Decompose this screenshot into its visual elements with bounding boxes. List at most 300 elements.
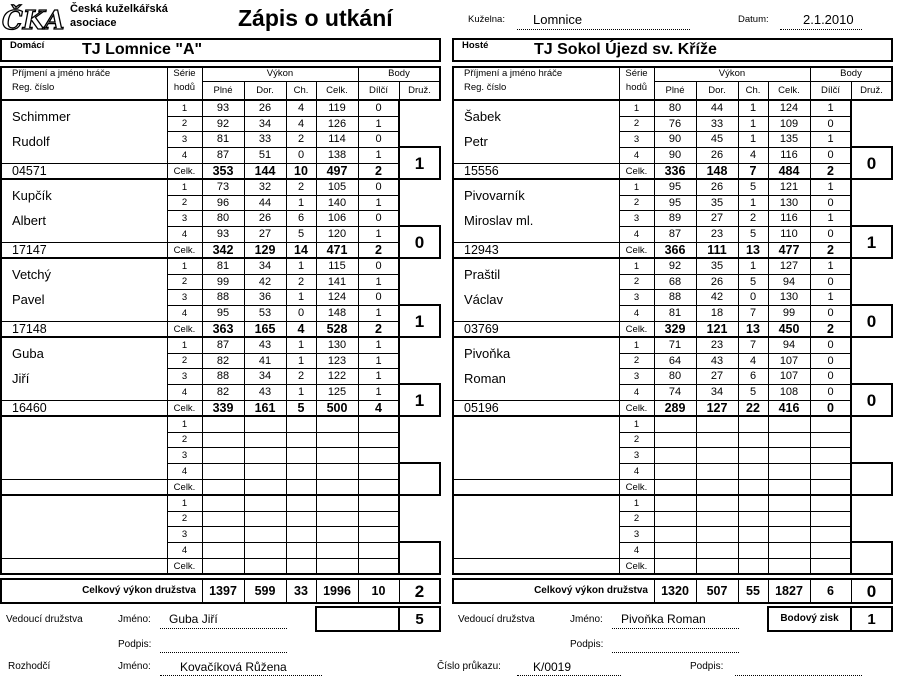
series-number: 1	[633, 102, 640, 114]
clear-cell: 26	[258, 102, 272, 114]
partial-points-cell: 0	[827, 370, 834, 382]
total-cell: 107	[779, 354, 799, 367]
player-reg-number: 17148	[12, 322, 47, 337]
miss-cell: 2	[297, 133, 305, 145]
total-cell: 124	[327, 291, 347, 303]
series-number: 3	[181, 133, 188, 145]
series-number: 2	[633, 118, 640, 130]
clear-cell: 36	[258, 291, 272, 303]
clear-cell: 23	[710, 339, 724, 351]
player-firstname: Albert	[12, 212, 46, 228]
team-miss-cell: 55	[746, 583, 760, 598]
total-cell: 110	[780, 228, 798, 240]
total-cell: 94	[782, 339, 796, 351]
total-cell: 105	[327, 181, 347, 193]
player-miss-cell: 7	[749, 164, 757, 179]
player-partial-points-cell: 2	[827, 243, 834, 258]
miss-column-header: Ch.	[745, 85, 761, 97]
team-role-label: Hosté	[462, 39, 489, 51]
miss-cell: 2	[297, 181, 305, 193]
full-cell: 95	[668, 196, 682, 209]
points-header: Body	[840, 68, 862, 80]
clear-cell: 43	[258, 386, 272, 398]
series-number: Celk.	[173, 165, 196, 177]
clear-cell: 33	[710, 117, 724, 130]
partial-points-cell: 1	[375, 117, 382, 130]
player-team-points: 0	[866, 390, 877, 410]
player-partial-points-cell: 2	[827, 164, 834, 179]
miss-cell: 4	[749, 149, 757, 161]
organization-name: Česká kuželkářská	[70, 3, 168, 15]
partial-points-cell: 1	[827, 291, 834, 303]
full-cell: 99	[216, 275, 230, 288]
player-total-cell: 484	[778, 164, 800, 179]
reg-number-column-label: Reg. číslo	[464, 82, 507, 94]
miss-cell: 1	[297, 260, 305, 272]
partial-points-cell: 1	[375, 339, 382, 351]
series-number: 1	[181, 497, 188, 509]
team-total-cell: 1827	[775, 583, 803, 598]
player-miss-cell: 14	[294, 243, 308, 258]
full-cell: 64	[668, 354, 682, 367]
clear-cell: 34	[258, 117, 272, 130]
full-cell: 73	[216, 181, 230, 193]
player-clear-cell: 121	[706, 322, 728, 337]
total-cell: 130	[779, 196, 799, 209]
series-number: 2	[181, 118, 188, 130]
series-number: 1	[181, 418, 188, 430]
partial-points-cell: 0	[827, 339, 834, 351]
series-number: 4	[181, 228, 188, 240]
partial-points-cell: 1	[375, 149, 382, 161]
points-gain-label: Bodový zisk	[780, 612, 839, 624]
full-cell: 90	[668, 149, 682, 161]
full-cell: 88	[216, 370, 230, 382]
player-clear-cell: 144	[254, 164, 276, 179]
clear-cell: 43	[258, 339, 272, 351]
partial-points-cell: 0	[827, 307, 834, 319]
page-title: Zápis o utkání	[238, 4, 393, 31]
series-number: 3	[633, 528, 640, 540]
player-column-label: Příjmení a jméno hráče	[464, 68, 563, 80]
player-partial-points-cell: 2	[375, 164, 382, 179]
player-surname: Praštil	[464, 266, 501, 282]
partial-points-cell: 1	[375, 228, 382, 240]
player-firstname: Miroslav ml.	[464, 212, 534, 228]
full-cell: 95	[668, 181, 682, 193]
series-number: 4	[181, 544, 188, 556]
series-number: 4	[633, 228, 640, 240]
series-number: Celk.	[625, 323, 648, 335]
full-cell: 88	[668, 291, 682, 303]
total-cell: 106	[327, 212, 347, 224]
player-partial-points-cell: 0	[827, 401, 834, 416]
series-number: 4	[633, 544, 640, 556]
performance-header: Výkon	[718, 68, 746, 80]
partial-points-cell: 0	[827, 149, 834, 161]
series-number: 3	[633, 291, 640, 303]
series-number: 1	[181, 102, 188, 114]
series-number: Celk.	[625, 402, 648, 414]
clear-cell: 42	[710, 291, 724, 303]
series-number: 2	[633, 434, 640, 446]
total-cell: 114	[328, 133, 346, 145]
full-cell: 68	[668, 275, 682, 288]
partial-points-cell: 0	[375, 260, 382, 272]
date-label: Datum:	[738, 14, 769, 26]
player-clear-cell: 161	[254, 401, 276, 416]
full-cell: 93	[216, 228, 230, 240]
series-number: Celk.	[625, 481, 648, 493]
player-reg-number: 03769	[464, 322, 499, 337]
series-number: 4	[633, 149, 640, 161]
series-number: 1	[181, 181, 188, 193]
player-column-label: Příjmení a jméno hráče	[12, 68, 111, 80]
miss-cell: 4	[297, 117, 305, 130]
partial-points-cell: 1	[827, 260, 834, 272]
total-cell: 130	[779, 291, 799, 303]
card-number-line	[517, 675, 621, 676]
miss-cell: 2	[297, 370, 305, 382]
miss-cell: 7	[749, 307, 757, 319]
miss-cell: 7	[749, 339, 757, 351]
clear-cell: 51	[258, 149, 272, 161]
team-total-label: Celkový výkon družstva	[82, 585, 196, 596]
full-cell: 82	[216, 354, 230, 367]
clear-cell: 26	[710, 181, 724, 193]
player-full-cell: 329	[664, 322, 686, 337]
series-number: 4	[181, 307, 188, 319]
player-clear-cell: 127	[706, 401, 728, 416]
miss-cell: 6	[297, 212, 305, 224]
series-number: 3	[181, 370, 188, 382]
series-number: 1	[633, 260, 640, 272]
full-cell: 92	[216, 117, 230, 130]
total-cell: 120	[327, 228, 347, 240]
total-cell: 116	[780, 212, 798, 224]
total-cell: 107	[779, 370, 799, 382]
full-cell: 71	[668, 339, 682, 351]
full-cell: 87	[216, 339, 230, 351]
captain-name-label: Jméno:	[118, 614, 151, 625]
captain-signature-label: Podpis:	[118, 639, 152, 650]
series-number: 1	[181, 260, 188, 272]
player-miss-cell: 13	[746, 243, 760, 258]
points-header: Body	[388, 68, 410, 80]
partial-points-cell: 1	[375, 307, 382, 319]
total-column-header: Celk.	[778, 85, 800, 97]
team-name: TJ Lomnice "A"	[82, 41, 203, 58]
total-cell: 121	[779, 181, 799, 193]
partial-points-cell: 0	[827, 196, 834, 209]
captain-name-line	[612, 628, 739, 629]
venue-value: Lomnice	[533, 11, 583, 27]
player-total-cell: 500	[326, 401, 348, 416]
match-points: 5	[415, 610, 424, 628]
partial-points-cell: 1	[375, 275, 382, 288]
series-number: Celk.	[173, 560, 196, 572]
player-miss-cell: 10	[294, 164, 308, 179]
full-cell: 80	[216, 212, 230, 224]
player-partial-points-cell: 2	[827, 322, 834, 337]
player-clear-cell: 111	[707, 243, 727, 258]
clear-cell: 32	[258, 181, 272, 193]
partial-points-cell: 0	[375, 212, 382, 224]
captain-name-line	[160, 628, 287, 629]
player-firstname: Petr	[464, 133, 488, 149]
series-number: 3	[181, 291, 188, 303]
team-clear-cell: 507	[706, 583, 728, 598]
player-full-cell: 339	[212, 401, 234, 416]
miss-cell: 1	[297, 386, 305, 398]
clear-cell: 35	[710, 196, 724, 209]
full-cell: 81	[216, 133, 230, 145]
series-number: 2	[633, 276, 640, 288]
clear-cell: 42	[258, 275, 272, 288]
series-number: Celk.	[625, 244, 648, 256]
player-reg-number: 05196	[464, 401, 499, 416]
player-miss-cell: 22	[746, 401, 760, 416]
full-cell: 95	[216, 307, 230, 319]
clear-cell: 34	[258, 260, 272, 272]
full-cell: 88	[216, 291, 230, 303]
total-cell: 138	[327, 149, 347, 161]
partial-points-cell: 0	[827, 354, 834, 367]
clear-cell: 53	[258, 307, 272, 319]
player-firstname: Pavel	[12, 291, 45, 307]
series-number: 2	[181, 513, 188, 525]
series-number: 2	[633, 197, 640, 209]
series-number: 4	[633, 386, 640, 398]
total-cell: 140	[327, 196, 347, 209]
clear-cell: 44	[258, 196, 272, 209]
partial-points-cell: 1	[827, 181, 834, 193]
captain-name: Pivoňka Roman	[621, 612, 706, 626]
series-number: 3	[633, 449, 640, 461]
referee-name: Kovačíková Růžena	[180, 660, 287, 674]
series-column-label: Série	[625, 68, 648, 80]
total-cell: 130	[327, 339, 347, 351]
series-column-label: Série	[173, 68, 196, 80]
miss-cell: 1	[297, 339, 305, 351]
clear-column-header: Dor.	[708, 85, 726, 97]
series-number: 2	[181, 197, 188, 209]
miss-cell: 5	[749, 275, 757, 288]
series-number: 4	[181, 386, 188, 398]
clear-cell: 44	[710, 102, 724, 114]
series-number: Celk.	[173, 402, 196, 414]
logo-lettering: ČKA	[2, 6, 64, 36]
performance-header: Výkon	[266, 68, 294, 80]
series-number: 1	[633, 497, 640, 509]
total-cell: 108	[779, 386, 799, 398]
total-cell: 148	[327, 307, 347, 319]
venue-label: Kuželna:	[468, 14, 505, 26]
total-cell: 126	[327, 117, 347, 130]
series-number: 2	[181, 276, 188, 288]
partial-points-cell: 1	[375, 386, 382, 398]
points-gain-box	[315, 606, 400, 632]
team-total-label: Celkový výkon družstva	[534, 585, 648, 596]
full-column-header: Plné	[665, 85, 685, 97]
clear-cell: 27	[258, 228, 272, 240]
series-number: Celk.	[625, 560, 648, 572]
total-cell: 116	[780, 149, 798, 161]
referee-name-line	[160, 675, 322, 676]
player-total-cell: 416	[778, 401, 800, 416]
partial-points-cell: 1	[375, 196, 382, 209]
partial-points-cell: 1	[827, 212, 834, 224]
series-number: Celk.	[625, 165, 648, 177]
team-partial-points-cell: 6	[827, 583, 834, 598]
series-number: 4	[633, 307, 640, 319]
miss-cell: 4	[297, 102, 305, 114]
match-points: 1	[867, 610, 876, 628]
partial-points-cell: 0	[827, 386, 834, 398]
referee-name-label: Jméno:	[118, 661, 151, 672]
clear-cell: 34	[258, 370, 272, 382]
series-number: Celk.	[173, 323, 196, 335]
team-partial-points-cell: 10	[371, 583, 386, 598]
partial-points-cell: 0	[827, 117, 834, 130]
player-surname: Šabek	[464, 108, 501, 124]
total-cell: 109	[779, 117, 799, 130]
clear-cell: 26	[710, 149, 724, 161]
partial-points-cell: 0	[375, 133, 382, 145]
partial-points-cell: 1	[827, 133, 834, 145]
miss-cell: 5	[749, 181, 757, 193]
player-team-points: 1	[414, 311, 425, 331]
team-clear-cell: 599	[254, 583, 276, 598]
player-surname: Pivoňka	[464, 345, 511, 361]
miss-cell: 5	[749, 228, 757, 240]
date-value: 2.1.2010	[803, 11, 854, 27]
series-number: 3	[181, 449, 188, 461]
miss-column-header: Ch.	[293, 85, 309, 97]
miss-cell: 5	[749, 386, 757, 398]
player-clear-cell: 148	[706, 164, 728, 179]
miss-cell: 1	[749, 117, 757, 130]
clear-cell: 27	[710, 212, 724, 224]
full-cell: 90	[668, 133, 682, 145]
series-number: Celk.	[173, 481, 196, 493]
player-clear-cell: 165	[254, 322, 276, 337]
miss-cell: 1	[297, 354, 305, 367]
referee-label: Rozhodčí	[8, 661, 51, 672]
player-team-points: 0	[866, 311, 877, 331]
series-number: 1	[633, 181, 640, 193]
full-cell: 81	[668, 307, 682, 319]
clear-cell: 18	[710, 307, 724, 319]
away-team-sheet	[452, 0, 893, 689]
total-cell: 119	[328, 102, 346, 114]
clear-column-header: Dor.	[256, 85, 274, 97]
player-total-cell: 477	[778, 243, 800, 258]
captain-signature-line	[612, 652, 739, 653]
series-number: 2	[181, 434, 188, 446]
series-number: 1	[633, 418, 640, 430]
player-surname: Kupčík	[12, 187, 52, 203]
player-reg-number: 17147	[12, 243, 47, 258]
total-cell: 123	[327, 354, 347, 367]
series-number: 4	[181, 465, 188, 477]
player-reg-number: 15556	[464, 164, 499, 179]
player-team-points: 1	[414, 390, 425, 410]
full-cell: 87	[216, 149, 230, 161]
clear-cell: 23	[710, 228, 724, 240]
player-team-points: 0	[866, 153, 877, 173]
captain-label: Vedoucí družstva	[6, 614, 83, 625]
team-points-box	[398, 541, 441, 575]
series-number: 3	[633, 370, 640, 382]
partial-points-cell: 0	[375, 291, 382, 303]
miss-cell: 0	[297, 307, 305, 319]
series-column-label-line2: hodů	[173, 82, 196, 94]
total-column-header: Celk.	[326, 85, 348, 97]
total-cell: 122	[327, 370, 347, 382]
partial-points-cell: 1	[375, 354, 382, 367]
player-partial-points-cell: 2	[375, 243, 382, 258]
player-surname: Guba	[12, 345, 44, 361]
full-cell: 93	[216, 102, 230, 114]
player-total-cell: 450	[778, 322, 800, 337]
player-miss-cell: 4	[297, 322, 305, 337]
miss-cell: 0	[749, 291, 757, 303]
clear-cell: 26	[710, 275, 724, 288]
player-reg-number: 04571	[12, 164, 47, 179]
player-reg-number: 12943	[464, 243, 499, 258]
player-full-cell: 289	[664, 401, 686, 416]
full-cell: 80	[668, 370, 682, 382]
home-team-sheet	[0, 0, 441, 689]
clear-cell: 26	[258, 212, 272, 224]
clear-cell: 33	[258, 133, 272, 145]
total-cell: 135	[779, 133, 799, 145]
series-number: 1	[181, 339, 188, 351]
series-number: Celk.	[173, 244, 196, 256]
clear-cell: 41	[258, 354, 272, 367]
player-team-points: 1	[414, 153, 425, 173]
team-column-header: Druž.	[408, 85, 431, 97]
player-miss-cell: 13	[746, 322, 760, 337]
partial-points-cell: 0	[375, 181, 382, 193]
player-firstname: Rudolf	[12, 133, 50, 149]
partial-points-cell: 1	[375, 370, 382, 382]
clear-cell: 43	[710, 354, 724, 367]
player-partial-points-cell: 4	[375, 401, 382, 416]
series-number: 3	[181, 528, 188, 540]
miss-cell: 1	[297, 291, 305, 303]
miss-cell: 1	[749, 133, 757, 145]
player-clear-cell: 129	[254, 243, 276, 258]
miss-cell: 1	[749, 102, 757, 114]
team-points-box	[398, 462, 441, 496]
full-column-header: Plné	[213, 85, 233, 97]
team-miss-cell: 33	[294, 583, 308, 598]
player-full-cell: 363	[212, 322, 234, 337]
player-firstname: Václav	[464, 291, 504, 307]
captain-name: Guba Jiří	[169, 612, 218, 626]
miss-cell: 5	[297, 228, 305, 240]
full-cell: 87	[668, 228, 682, 240]
captain-signature-label: Podpis:	[570, 639, 604, 650]
miss-cell: 2	[297, 275, 305, 288]
clear-cell: 45	[710, 133, 724, 145]
referee-signature-line	[735, 675, 862, 676]
total-cell: 124	[779, 102, 799, 114]
series-number: 1	[633, 339, 640, 351]
total-cell: 127	[779, 260, 799, 272]
